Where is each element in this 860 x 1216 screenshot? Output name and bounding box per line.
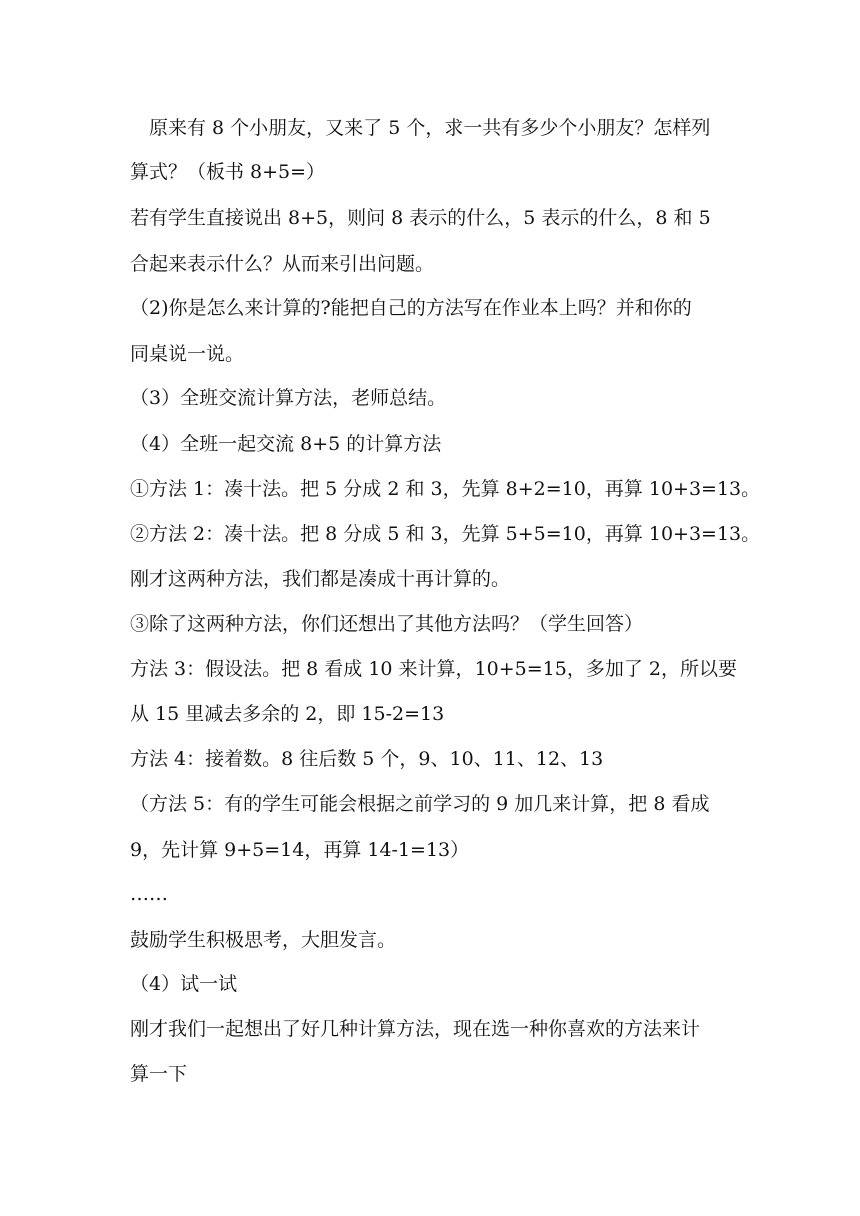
text-line: 算一下 [130, 1063, 188, 1085]
text-line: 方法 3：假设法。把 8 看成 10 来计算，10+5=15，多加了 2，所以要 [130, 658, 737, 680]
text-line: ①方法 1：凑十法。把 5 分成 2 和 3，先算 8+2=10，再算 10+3=13。 [130, 478, 761, 500]
text-line: 算式？（板书 8+5=） [130, 161, 326, 183]
text-line: 方法 4：接着数。8 往后数 5 个，9、10、11、12、13 [130, 748, 604, 770]
text-line: 合起来表示什么？从而来引出问题。 [130, 253, 435, 275]
text-line: 从 15 里减去多余的 2，即 15-2=13 [130, 703, 445, 725]
text-line: ③除了这两种方法，你们还想出了其他方法吗？（学生回答） [130, 613, 644, 635]
text-line: （2)你是怎么来计算的?能把自己的方法写在作业本上吗？并和你的 [130, 297, 692, 319]
text-line: 同桌说一说。 [130, 343, 245, 365]
text-line: （4）试一试 [130, 973, 238, 995]
text-line: 若有学生直接说出 8+5，则问 8 表示的什么，5 表示的什么，8 和 5 [130, 207, 711, 229]
text-line: 刚才我们一起想出了好几种计算方法，现在选一种你喜欢的方法来计 [130, 1018, 701, 1040]
text-line: 鼓励学生积极思考，大胆发言。 [130, 929, 397, 951]
text-line: 刚才这两种方法，我们都是凑成十再计算的。 [130, 568, 511, 590]
text-line: （4）全班一起交流 8+5 的计算方法 [130, 433, 442, 455]
text-line: 原来有 8 个小朋友，又来了 5 个，求一共有多少个小朋友？怎样列 [130, 117, 711, 139]
text-line: ②方法 2：凑十法。把 8 分成 5 和 3，先算 5+5=10，再算 10+3=13。 [130, 523, 761, 545]
text-line: （3）全班交流计算方法，老师总结。 [130, 387, 447, 409]
text-line: （方法 5：有的学生可能会根据之前学习的 9 加几来计算，把 8 看成 [130, 793, 710, 815]
text-line: …… [130, 883, 168, 905]
text-line: 9，先计算 9+5=14，再算 14-1=13） [130, 839, 470, 861]
